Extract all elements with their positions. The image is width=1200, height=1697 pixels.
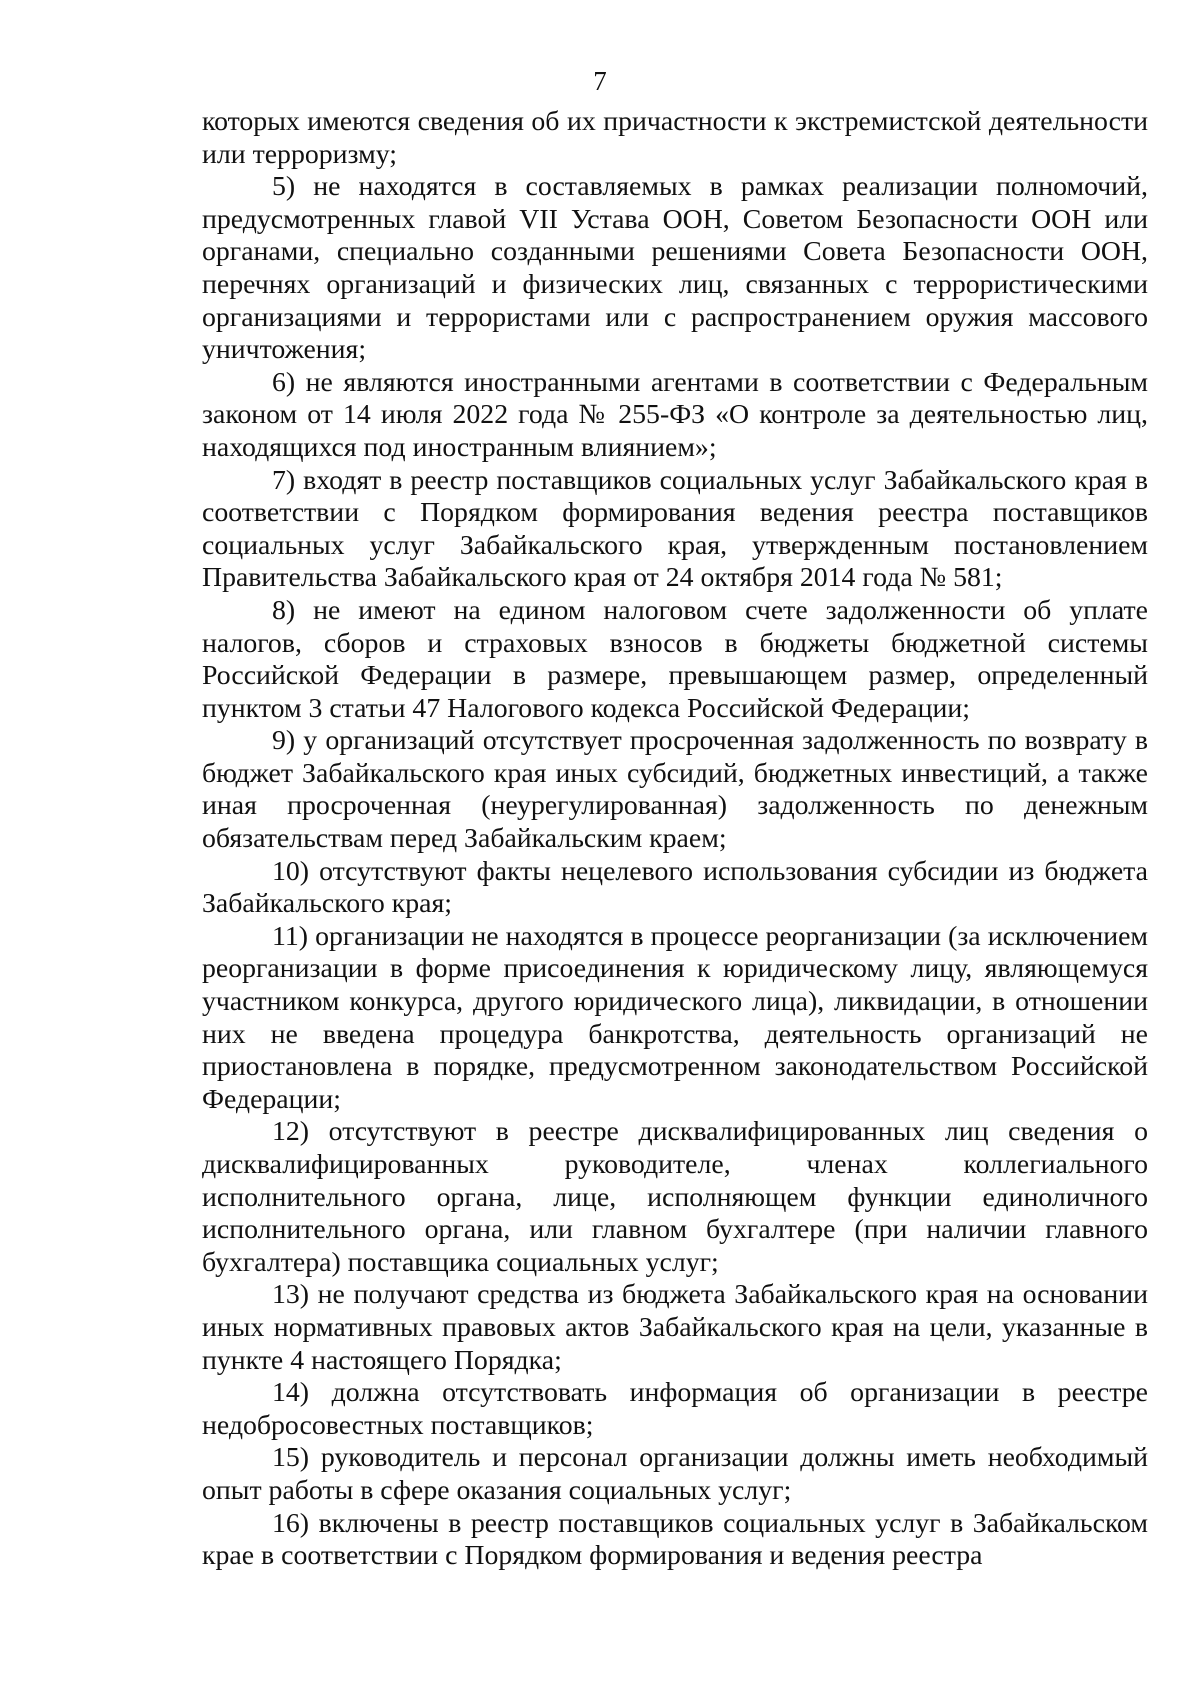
paragraph-item-9: 9) у организаций отсутствует просроченная задолженность по возврату в бюджет Забайкальского края иных субсидий, бюджетных инвестиций, а также иная просроченная (неурегулированная) задолженность по денежным обязательствам перед Забайкальским краем; xyxy=(202,725,1148,855)
page-number: 7 xyxy=(593,66,607,96)
paragraph-item-12: 12) отсутствуют в реестре дисквалифицированных лиц сведения о дисквалифицированных руководителе, членах коллегиального исполнительного органа, лице, исполняющем функции единоличного исполнительного органа, или главном бухгалтере (при наличии главного бухгалтера) поставщика социальных услуг; xyxy=(202,1116,1148,1278)
paragraph-continuation: которых имеются сведения об их причастности к экстремистской деятельности или терроризму; xyxy=(202,106,1148,170)
paragraph-item-6: 6) не являются иностранными агентами в соответствии с Федеральным законом от 14 июля 2022 года № 255-ФЗ «О контроле за деятельностью лиц, находящихся под иностранным влиянием»; xyxy=(202,366,1148,463)
paragraph-item-13: 13) не получают средства из бюджета Забайкальского края на основании иных нормативных правовых актов Забайкальского края на цели, указанные в пункте 4 настоящего Порядка; xyxy=(202,1279,1148,1376)
paragraph-item-7: 7) входят в реестр поставщиков социальных услуг Забайкальского края в соответствии с Порядком формирования ведения реестра поставщиков социальных услуг Забайкальского края, утвержденным постановлением Правительства Забайкальского края от 24 октября 2014 года № 581; xyxy=(202,464,1148,594)
paragraph-item-15: 15) руководитель и персонал организации должны иметь необходимый опыт работы в сфере оказания социальных услуг; xyxy=(202,1442,1148,1506)
paragraph-item-8: 8) не имеют на едином налоговом счете задолженности об уплате налогов, сборов и страховых взносов в бюджеты бюджетной системы Российской Федерации в размере, превышающем размер, определенный пунктом 3 статьи 47 Налогового кодекса Российской Федерации; xyxy=(202,594,1148,724)
paragraph-item-10: 10) отсутствуют факты нецелевого использования субсидии из бюджета Забайкальского края; xyxy=(202,855,1148,920)
paragraph-item-14: 14) должна отсутствовать информация об организации в реестре недобросовестных поставщиков; xyxy=(202,1377,1148,1441)
paragraph-item-5: 5) не находятся в составляемых в рамках реализации полномочий, предусмотренных главой VII Устава ООН, Советом Безопасности ООН или органами, специально созданными решениями Совета Безопасности ООН, перечнях организаций и физических лиц, связанных с террористическими организациями и террористами или с распространением оружия массового уничтожения; xyxy=(202,171,1148,366)
paragraph-item-11: 11) организации не находятся в процессе реорганизации (за исключением реорганизации в форме присоединения к юридическому лицу, являющемуся участником конкурса, другого юридического лица), ликвидации, в отношении них не введена процедура банкротства, деятельность организаций не приостановлена в порядке, предусмотренном законодательством Российской Федерации; xyxy=(202,920,1148,1115)
paragraph-item-16: 16) включены в реестр поставщиков социальных услуг в Забайкальском крае в соответствии с Порядком формирования и ведения реестра xyxy=(202,1507,1148,1572)
document-body xyxy=(202,106,1148,1573)
